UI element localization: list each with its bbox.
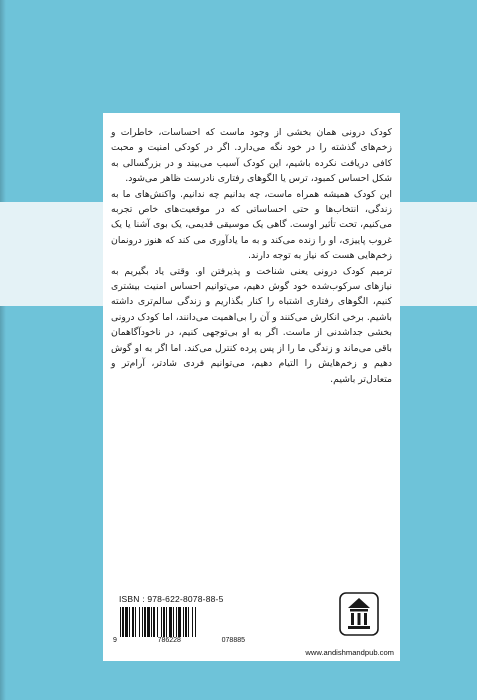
publisher-website: www.andishmandpub.com [305,648,394,657]
text-panel [103,113,400,661]
barcode-digit-group-3: 078885 [221,637,245,644]
publisher-logo-icon [339,592,379,636]
barcode-icon [119,607,239,637]
isbn-label: ISBN : 978-622-8078-88-5 [119,594,224,604]
blurb-text [111,125,392,387]
barcode-block [111,594,309,648]
paragraph-2: این کودک همیشه همراه ماست، چه بدانیم چه ندانیم. واکنش‌های ما به زندگی، انتخاب‌ها و حتی احساساتی که در موقعیت‌های خاص تجربه می‌کنیم، تحت تأثیر اوست. گاهی یک موسیقی قدیمی، یک بوی آشنا یا یک غروب پاییزی، او را زنده می‌کند و به ما یادآوری می کند که هنوز درونمان زخم‌هایی هست که نیاز به توجه دارند. [111,188,392,262]
barcode-digit-group-1: 9 [113,637,117,644]
paragraph-1: کودک درونی همان بخشی از وجود ماست که احساسات، خاطرات و زخم‌های گذشته را در خود نگه می‌دارد. اگر در کودکی امنیت و محبت کافی دریافت نکرده باشیم، این کودک آسیب می‌بیند و در بزرگسالی به شکل احساس کمبود، ترس یا الگوهای رفتاری نادرست ظاهر می‌شود. [111,127,392,185]
barcode-digit-group-2: 786228 [157,637,181,644]
barcode-digits [113,637,245,644]
spine-shadow [0,0,6,700]
paragraph-3: ترمیم کودک درونی یعنی شناخت و پذیرفتن او. وقتی یاد بگیریم به نیازهای سرکوب‌شده خود گوش دهیم، می‌توانیم احساس امنیت بیشتری کنیم، الگوهای رفتاری اشتباه را کنار بگذاریم و زندگی سالم‌تری داشته باشیم. برخی انکارش می‌کنند و آن را بی‌اهمیت می‌دانند، اما کودک درونی بخشی جداشدنی از ماست. اگر به او بی‌توجهی کنیم، در ناخودآگاهمان باقی می‌ماند و زندگی ما را از پس پرده کنترل می‌کند. اما اگر به او گوش دهیم و زخم‌هایش را التیام دهیم، می‌توانیم فردی شادتر، آرام‌تر و متعادل‌تر باشیم. [111,265,392,385]
